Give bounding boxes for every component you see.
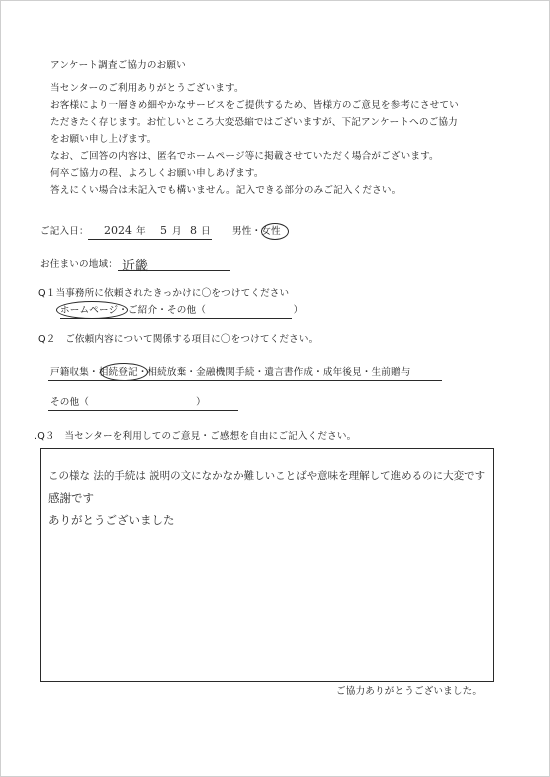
- q3-comment-line-2: 感謝です: [48, 491, 94, 505]
- q1-question: Q１当事務所に依頼されたきっかけに〇をつけてください: [38, 288, 290, 299]
- gender-circle-mark: [261, 223, 289, 240]
- q2-options[interactable]: 戸籍収集・相続登記・相続放棄・金融機関手続・遺言書作成・成年後見・生前贈与: [50, 367, 411, 378]
- q2-other-underline: [48, 410, 238, 411]
- date-month[interactable]: 5: [160, 224, 167, 237]
- q1-circle-mark: [56, 301, 128, 319]
- q2-underline: [48, 380, 442, 381]
- intro-line-3: ただきたく存じます。お忙しいところ大変恐縮ではございますが、下記アンケートへのご協力: [50, 117, 458, 128]
- region-value[interactable]: 近畿: [122, 259, 149, 274]
- date-label: ご記入日：: [40, 226, 89, 237]
- date-year[interactable]: 2024: [104, 224, 132, 237]
- date-day[interactable]: 8: [190, 224, 197, 237]
- q3-answer-box[interactable]: [40, 448, 494, 682]
- q2-question: Q２ ご依頼内容について関係する項目に〇をつけてください。: [38, 334, 319, 345]
- q3-comment-line-1: この様な 法的手続は 説明の文になかなか難しいことばや意味を理解して進めるのに大変です: [48, 470, 486, 482]
- q3-comment-line-3: ありがとうございました: [48, 513, 175, 527]
- date-underline: [88, 239, 212, 240]
- month-unit: 月: [172, 226, 182, 237]
- region-label: お住まいの地域：: [40, 259, 118, 270]
- footer-thanks: ご協力ありがとうございました。: [336, 686, 483, 697]
- intro-line-4: をお願い申し上げます。: [50, 134, 157, 145]
- q2-circle-mark: [100, 363, 148, 381]
- intro-line-2: お客様により一層きめ細やかなサービスをご提供するため、皆様方のご意見を参考にさせてい: [50, 100, 459, 111]
- gender-options[interactable]: 男性・女性: [232, 226, 281, 237]
- q3-question: .Q３ 当センターを利用してのご意見・ご感想を自由にご記入ください。: [34, 431, 357, 442]
- year-unit: 年: [136, 226, 146, 237]
- q2-other[interactable]: その他（ ）: [50, 397, 206, 408]
- intro-line-1: 当センターのご利用ありがとうございます。: [50, 83, 244, 94]
- day-unit: 日: [201, 226, 211, 237]
- survey-title: アンケート調査ご協力のお願い: [50, 60, 186, 71]
- q1-options[interactable]: ホームページ・ご紹介・その他（ ）: [60, 305, 304, 316]
- intro-line-5: なお、ご回答の内容は、匿名でホームページ等に掲載させていただく場合がございます。: [50, 151, 439, 162]
- intro-line-6: 何卒ご協力の程、よろしくお願い申しあげます。: [50, 168, 264, 179]
- intro-line-7: 答えにくい場合は未記入でも構いません。記入できる部分のみご記入ください。: [50, 185, 402, 196]
